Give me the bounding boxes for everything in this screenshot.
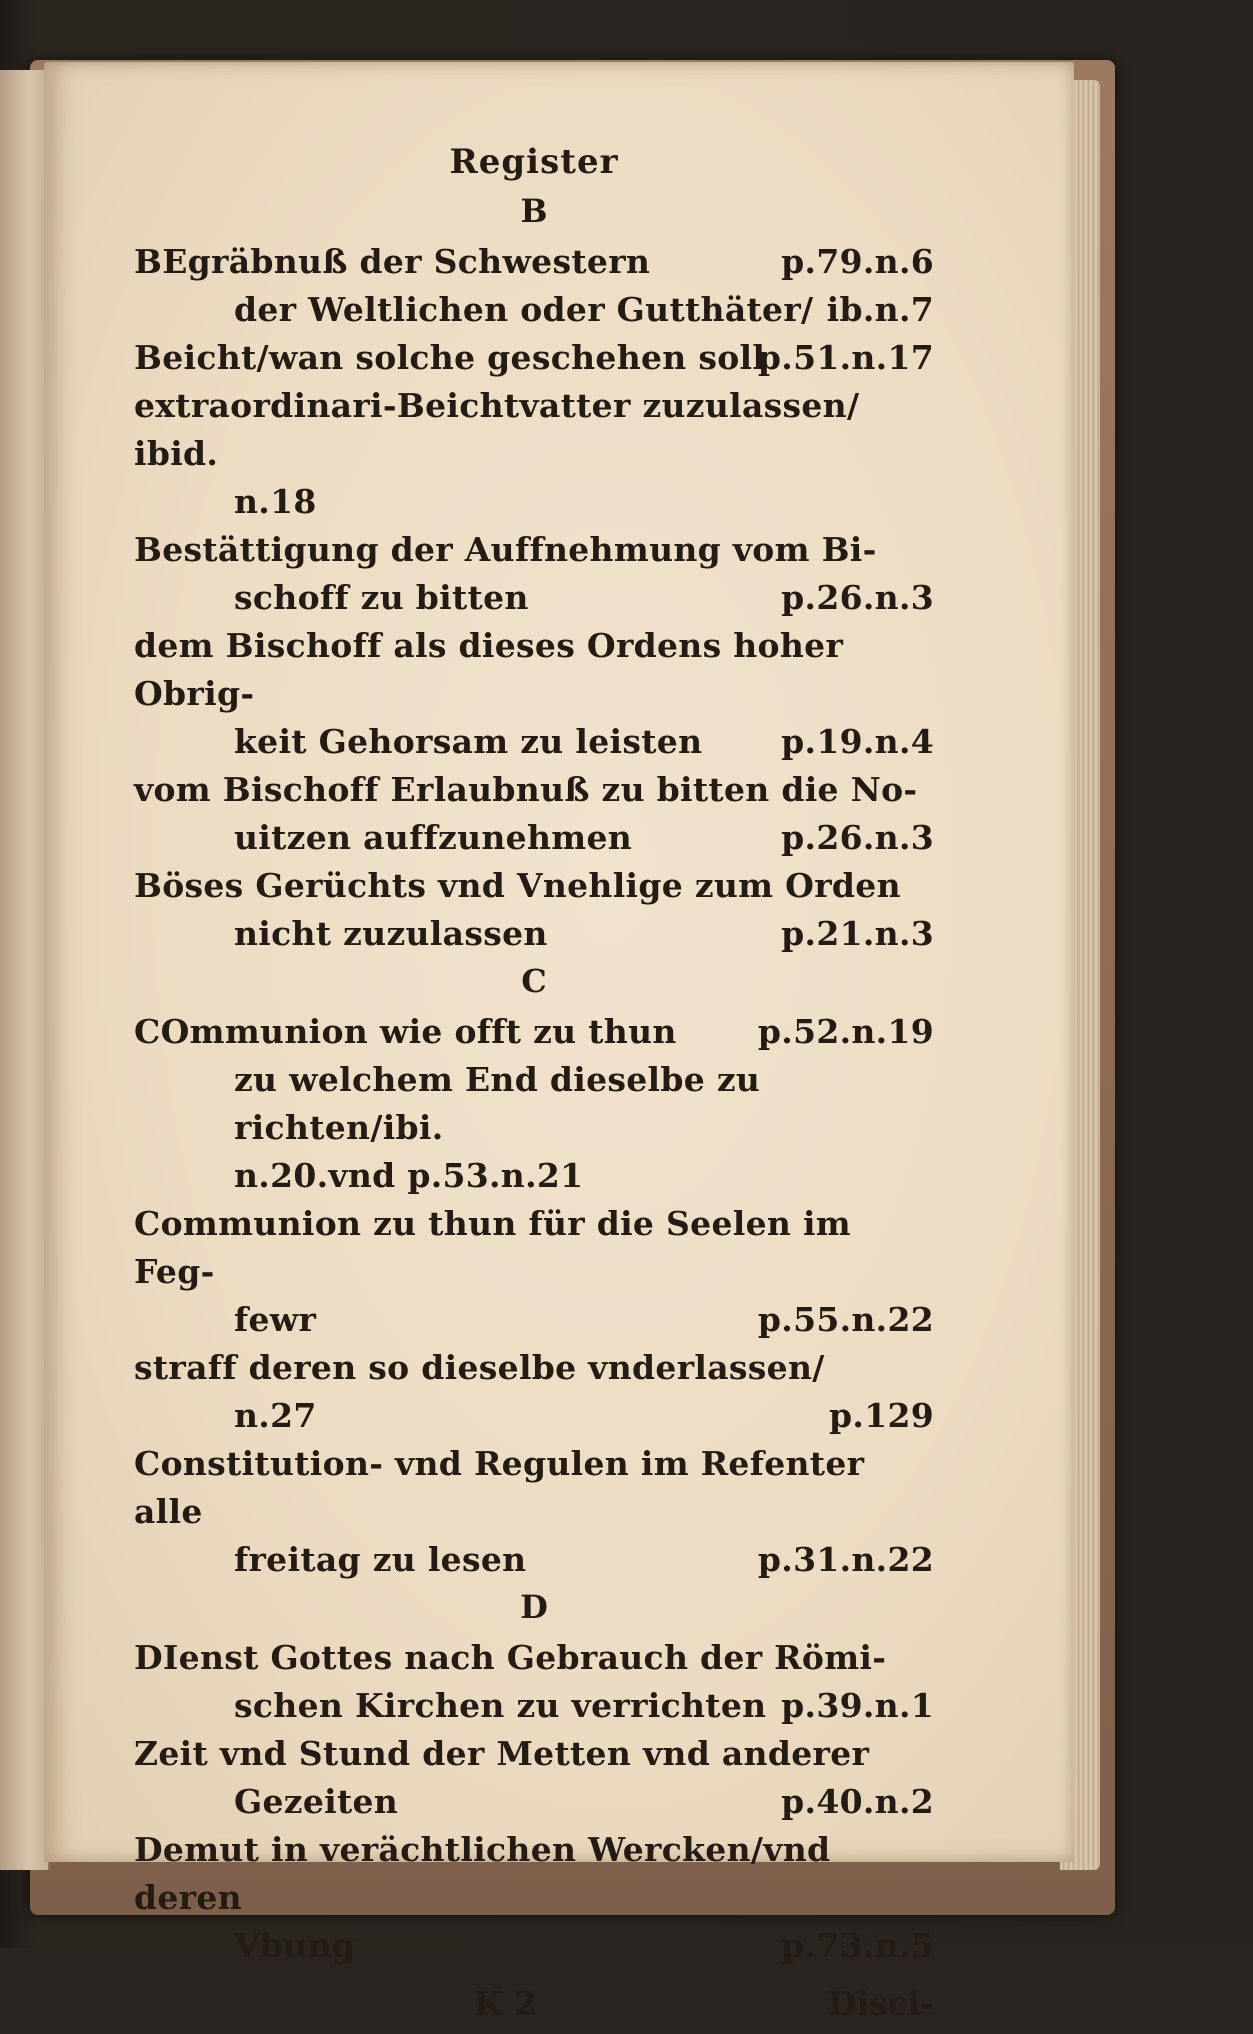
page-reference: p.31.n.22: [757, 1540, 934, 1579]
entry-line: COmmunion wie offt zu thun: [134, 1012, 677, 1051]
register-entry: [134, 286, 934, 334]
entry-line: schen Kirchen zu verrichten: [234, 1686, 767, 1725]
entry-line: Bestättigung der Auffnehmung vom Bi-: [134, 530, 877, 569]
page-reference: p.39.n.1: [781, 1686, 934, 1725]
section-letter: B: [520, 192, 548, 230]
register-entry: [134, 382, 934, 526]
entry-line: freitag zu lesen: [234, 1540, 527, 1579]
entry-line: n.20.vnd p.53.n.21: [234, 1156, 584, 1195]
page-reference: p.21.n.3: [781, 914, 934, 953]
register-entry: [134, 862, 934, 958]
register-entry: [134, 1056, 934, 1200]
register-entry: [134, 622, 934, 766]
register-entry: [134, 1440, 934, 1584]
book-page: [44, 62, 1074, 2023]
entry-line: vom Bischoff Erlaubnuß zu bitten die No-: [134, 770, 918, 809]
register-entry: [134, 238, 934, 286]
entry-line: DIenst Gottes nach Gebrauch der Römi-: [134, 1638, 887, 1677]
entry-line: fewr: [234, 1300, 317, 1339]
left-page-edge: [0, 70, 50, 1870]
entry-line: BEgräbnuß der Schwestern: [134, 242, 651, 281]
page-reference: p.26.n.3: [781, 578, 934, 617]
section-letter: D: [520, 1588, 548, 1626]
entry-line: Böses Gerüchts vnd Vnehlige zum Orden: [134, 866, 901, 905]
page-reference: p.19.n.4: [781, 722, 934, 761]
register-entry: [134, 1200, 934, 1344]
entry-line: Demut in verächtlichen Wercken/vnd deren: [134, 1830, 831, 1917]
entry-line: Beicht/wan solche geschehen soll: [134, 338, 766, 377]
register-entry: [134, 1008, 934, 1056]
entry-line: Zeit vnd Stund der Metten vnd anderer: [134, 1734, 870, 1773]
entry-line: schoff zu bitten: [234, 578, 529, 617]
register-entry: [134, 766, 934, 862]
page-reference: p.129: [829, 1396, 934, 1435]
entry-line: extraordinari-Beichtvatter zuzulassen/ ibid.: [134, 386, 860, 473]
entry-line: uitzen auffzunehmen: [234, 818, 633, 857]
entry-line: Gezeiten: [234, 1782, 399, 1821]
page-reference: p.79.n.6: [781, 242, 934, 281]
entry-line: straff deren so dieselbe vnderlassen/: [134, 1348, 825, 1387]
entry-line: Vbung: [234, 1926, 356, 1965]
entry-line: keit Gehorsam zu leisten: [234, 722, 703, 761]
page-reference: ib.n.7: [826, 290, 934, 329]
page-content: [134, 142, 934, 2034]
register-sections: [134, 192, 934, 1970]
page-reference: p.55.n.22: [757, 1300, 934, 1339]
entry-line: Communion zu thun für die Seelen im Feg-: [134, 1204, 852, 1291]
page-reference: p.52.n.19: [757, 1012, 934, 1051]
catchword: Disci-: [827, 1984, 934, 2023]
page-reference: p.26.n.3: [781, 818, 934, 857]
catchline: [134, 1984, 934, 2034]
page-reference: p.73.n.5: [781, 1926, 934, 1965]
entry-line: nicht zuzulassen: [234, 914, 548, 953]
register-entry: [134, 526, 934, 622]
entry-line: n.27: [234, 1396, 317, 1435]
entry-line: zu welchem End dieselbe zu richten/ibi.: [234, 1060, 761, 1147]
page-reference: p.40.n.2: [781, 1782, 934, 1821]
entry-line: dem Bischoff als dieses Ordens hoher Obrig-: [134, 626, 844, 713]
register-entry: [134, 1826, 934, 1970]
register-entry: [134, 334, 934, 382]
section-letter: C: [521, 962, 547, 1000]
signature-mark: K 2: [474, 1984, 538, 2023]
register-entry: [134, 1634, 934, 1730]
register-entry: [134, 1344, 934, 1440]
entry-line: der Weltlichen oder Gutthäter/: [234, 290, 814, 329]
entry-line: Constitution- vnd Regulen im Refenter alle: [134, 1444, 865, 1531]
register-entry: [134, 1730, 934, 1826]
running-head: Register: [449, 142, 619, 182]
entry-line: n.18: [234, 482, 317, 521]
page-reference: p.51.n.17: [757, 338, 934, 377]
